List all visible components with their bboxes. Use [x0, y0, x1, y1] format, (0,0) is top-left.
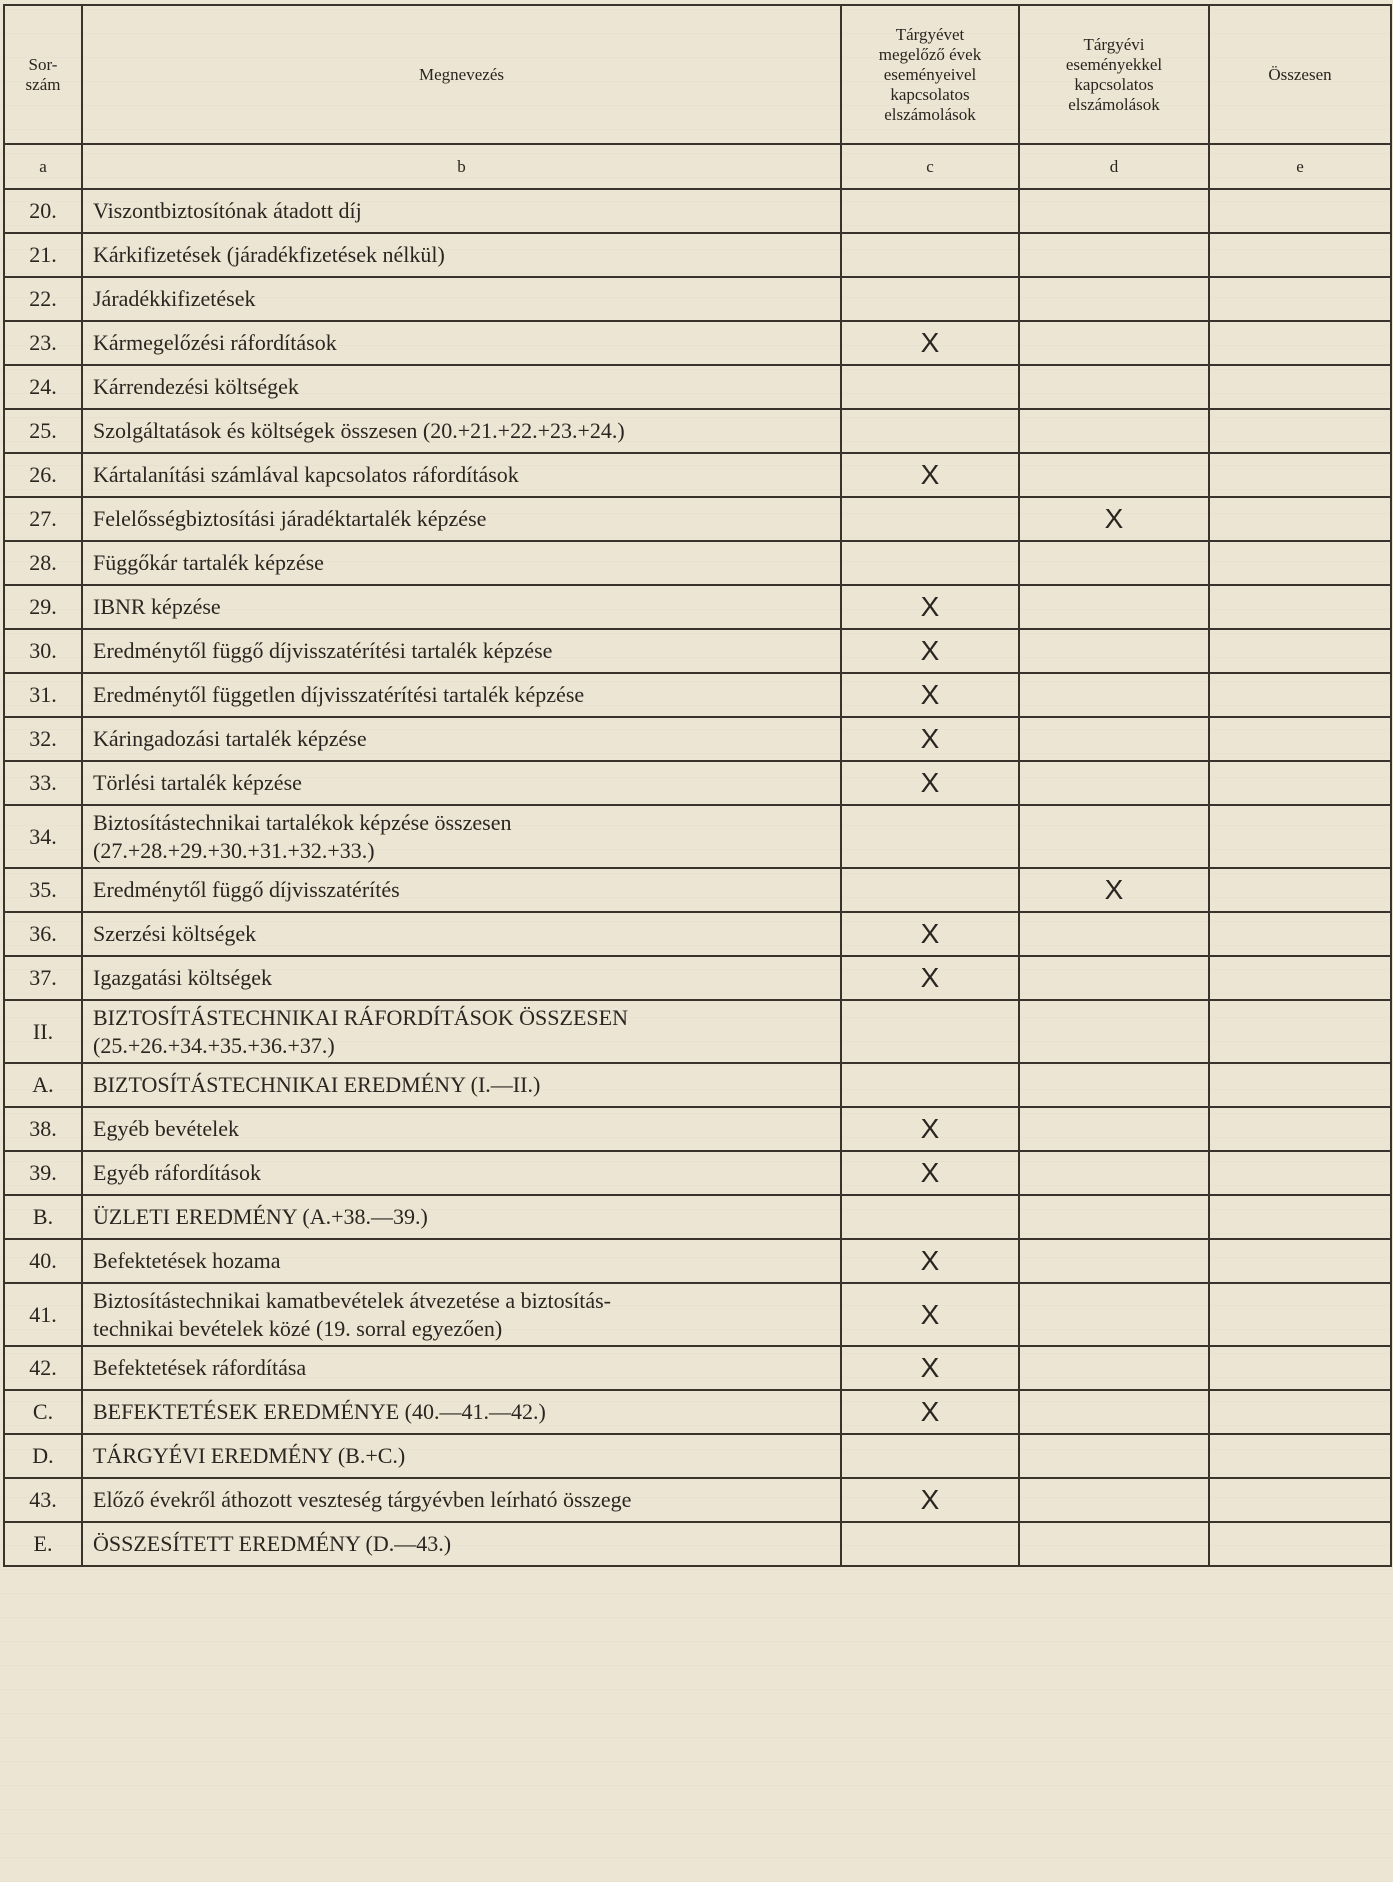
- prior-years-cell: X: [841, 956, 1019, 1000]
- column-letter-a: a: [4, 144, 82, 189]
- prior-years-cell: [841, 1522, 1019, 1566]
- row-number: 38.: [4, 1107, 82, 1151]
- current-year-cell: [1019, 1522, 1209, 1566]
- row-description: ÖSSZESÍTETT EREDMÉNY (D.—43.): [82, 1522, 841, 1566]
- prior-years-cell: X: [841, 717, 1019, 761]
- prior-years-cell: X: [841, 1478, 1019, 1522]
- table-row: [4, 1151, 1391, 1195]
- row-number: 37.: [4, 956, 82, 1000]
- row-number: 30.: [4, 629, 82, 673]
- table-row: [4, 868, 1391, 912]
- total-cell: [1209, 409, 1391, 453]
- table-row: [4, 1000, 1391, 1063]
- row-number: 42.: [4, 1346, 82, 1390]
- current-year-cell: [1019, 1000, 1209, 1063]
- column-letter-d: d: [1019, 144, 1209, 189]
- total-cell: [1209, 497, 1391, 541]
- table-row: [4, 189, 1391, 233]
- row-number: 41.: [4, 1283, 82, 1346]
- row-description: Felelősségbiztosítási járadéktartalék képzése: [82, 497, 841, 541]
- total-cell: [1209, 189, 1391, 233]
- prior-years-cell: [841, 497, 1019, 541]
- row-number: 39.: [4, 1151, 82, 1195]
- row-description: Előző évekről áthozott veszteség tárgyévben leírható összege: [82, 1478, 841, 1522]
- total-cell: [1209, 277, 1391, 321]
- total-cell: [1209, 1000, 1391, 1063]
- total-cell: [1209, 233, 1391, 277]
- total-cell: [1209, 868, 1391, 912]
- prior-years-cell: [841, 365, 1019, 409]
- current-year-cell: [1019, 1434, 1209, 1478]
- table-row: [4, 409, 1391, 453]
- row-description: Járadékkifizetések: [82, 277, 841, 321]
- current-year-cell: [1019, 717, 1209, 761]
- prior-years-cell: [841, 1063, 1019, 1107]
- table-row: [4, 1478, 1391, 1522]
- prior-years-cell: X: [841, 1283, 1019, 1346]
- current-year-cell: [1019, 409, 1209, 453]
- row-number: 32.: [4, 717, 82, 761]
- current-year-cell: [1019, 1195, 1209, 1239]
- prior-years-cell: [841, 409, 1019, 453]
- prior-years-cell: X: [841, 912, 1019, 956]
- current-year-cell: [1019, 365, 1209, 409]
- row-description: ÜZLETI EREDMÉNY (A.+38.—39.): [82, 1195, 841, 1239]
- current-year-cell: [1019, 1107, 1209, 1151]
- total-cell: [1209, 912, 1391, 956]
- row-description: Igazgatási költségek: [82, 956, 841, 1000]
- current-year-cell: [1019, 1239, 1209, 1283]
- table-row: [4, 1434, 1391, 1478]
- total-cell: [1209, 585, 1391, 629]
- row-description: Egyéb bevételek: [82, 1107, 841, 1151]
- row-number: A.: [4, 1063, 82, 1107]
- row-description: IBNR képzése: [82, 585, 841, 629]
- current-year-cell: [1019, 761, 1209, 805]
- row-number: 27.: [4, 497, 82, 541]
- table-row: [4, 321, 1391, 365]
- row-number: D.: [4, 1434, 82, 1478]
- row-description: Kármegelőzési ráfordítások: [82, 321, 841, 365]
- table-row: [4, 1283, 1391, 1346]
- prior-years-cell: [841, 805, 1019, 868]
- row-description: Biztosítástechnikai tartalékok képzése összesen (27.+28.+29.+30.+31.+32.+33.): [82, 805, 841, 868]
- table-row: [4, 541, 1391, 585]
- total-cell: [1209, 541, 1391, 585]
- table-row: [4, 1063, 1391, 1107]
- prior-years-cell: [841, 233, 1019, 277]
- row-number: E.: [4, 1522, 82, 1566]
- table-row: [4, 277, 1391, 321]
- total-cell: [1209, 805, 1391, 868]
- total-cell: [1209, 956, 1391, 1000]
- row-number: 21.: [4, 233, 82, 277]
- table-row: [4, 1346, 1391, 1390]
- total-cell: [1209, 1195, 1391, 1239]
- total-cell: [1209, 717, 1391, 761]
- table-row: [4, 1239, 1391, 1283]
- prior-years-cell: X: [841, 1346, 1019, 1390]
- current-year-cell: [1019, 585, 1209, 629]
- table-row: [4, 912, 1391, 956]
- row-number: 34.: [4, 805, 82, 868]
- row-description: Kárrendezési költségek: [82, 365, 841, 409]
- table-row: [4, 1107, 1391, 1151]
- table-row: [4, 453, 1391, 497]
- header-prior-years: Tárgyévet megelőző évek eseményeivel kapcsolatos elszámolások: [841, 5, 1019, 144]
- prior-years-cell: X: [841, 585, 1019, 629]
- row-description: Biztosítástechnikai kamatbevételek átvezetése a biztosítás- technikai bevételek közé (19. sorral egyezően): [82, 1283, 841, 1346]
- row-number: 36.: [4, 912, 82, 956]
- current-year-cell: [1019, 233, 1209, 277]
- table-row: [4, 233, 1391, 277]
- row-description: BEFEKTETÉSEK EREDMÉNYE (40.—41.—42.): [82, 1390, 841, 1434]
- accounting-form-table: [3, 4, 1392, 1567]
- row-number: 31.: [4, 673, 82, 717]
- row-description: Befektetések ráfordítása: [82, 1346, 841, 1390]
- prior-years-cell: X: [841, 1390, 1019, 1434]
- current-year-cell: [1019, 1063, 1209, 1107]
- current-year-cell: [1019, 277, 1209, 321]
- row-number: 26.: [4, 453, 82, 497]
- row-number: 40.: [4, 1239, 82, 1283]
- current-year-cell: [1019, 453, 1209, 497]
- row-number: 28.: [4, 541, 82, 585]
- table-row: [4, 717, 1391, 761]
- row-number: 24.: [4, 365, 82, 409]
- prior-years-cell: [841, 277, 1019, 321]
- total-cell: [1209, 1107, 1391, 1151]
- prior-years-cell: X: [841, 1107, 1019, 1151]
- current-year-cell: [1019, 1390, 1209, 1434]
- total-cell: [1209, 1346, 1391, 1390]
- row-description: BIZTOSÍTÁSTECHNIKAI RÁFORDÍTÁSOK ÖSSZESEN (25.+26.+34.+35.+36.+37.): [82, 1000, 841, 1063]
- header-current-year: Tárgyévi eseményekkel kapcsolatos elszámolások: [1019, 5, 1209, 144]
- row-number: 22.: [4, 277, 82, 321]
- prior-years-cell: X: [841, 629, 1019, 673]
- current-year-cell: [1019, 673, 1209, 717]
- table-row: [4, 585, 1391, 629]
- row-description: Viszontbiztosítónak átadott díj: [82, 189, 841, 233]
- current-year-cell: [1019, 1478, 1209, 1522]
- current-year-cell: [1019, 541, 1209, 585]
- row-description: Eredménytől független díjvisszatérítési tartalék képzése: [82, 673, 841, 717]
- row-description: Szolgáltatások és költségek összesen (20.+21.+22.+23.+24.): [82, 409, 841, 453]
- row-number: 33.: [4, 761, 82, 805]
- total-cell: [1209, 761, 1391, 805]
- table-row: [4, 805, 1391, 868]
- row-number: B.: [4, 1195, 82, 1239]
- current-year-cell: [1019, 189, 1209, 233]
- row-description: Eredménytől függő díjvisszatérítés: [82, 868, 841, 912]
- row-number: 23.: [4, 321, 82, 365]
- row-description: TÁRGYÉVI EREDMÉNY (B.+C.): [82, 1434, 841, 1478]
- prior-years-cell: X: [841, 1239, 1019, 1283]
- row-description: Káringadozási tartalék képzése: [82, 717, 841, 761]
- row-description: Kárkifizetések (járadékfizetések nélkül): [82, 233, 841, 277]
- total-cell: [1209, 1239, 1391, 1283]
- total-cell: [1209, 1434, 1391, 1478]
- row-number: 20.: [4, 189, 82, 233]
- table-row: [4, 673, 1391, 717]
- current-year-cell: [1019, 1151, 1209, 1195]
- table-row: [4, 365, 1391, 409]
- column-letter-b: b: [82, 144, 841, 189]
- current-year-cell: X: [1019, 868, 1209, 912]
- header-total: Összesen: [1209, 5, 1391, 144]
- prior-years-cell: X: [841, 1151, 1019, 1195]
- total-cell: [1209, 365, 1391, 409]
- table-row: [4, 1522, 1391, 1566]
- total-cell: [1209, 1151, 1391, 1195]
- prior-years-cell: X: [841, 453, 1019, 497]
- total-cell: [1209, 1390, 1391, 1434]
- current-year-cell: [1019, 629, 1209, 673]
- current-year-cell: [1019, 912, 1209, 956]
- total-cell: [1209, 321, 1391, 365]
- table-row: [4, 761, 1391, 805]
- current-year-cell: [1019, 1283, 1209, 1346]
- prior-years-cell: [841, 1000, 1019, 1063]
- row-description: Törlési tartalék képzése: [82, 761, 841, 805]
- header-name: Megnevezés: [82, 5, 841, 144]
- current-year-cell: [1019, 956, 1209, 1000]
- column-letter-c: c: [841, 144, 1019, 189]
- current-year-cell: X: [1019, 497, 1209, 541]
- row-description: Eredménytől függő díjvisszatérítési tartalék képzése: [82, 629, 841, 673]
- prior-years-cell: X: [841, 761, 1019, 805]
- table-row: [4, 956, 1391, 1000]
- prior-years-cell: [841, 1195, 1019, 1239]
- row-number: 25.: [4, 409, 82, 453]
- row-number: 29.: [4, 585, 82, 629]
- row-number: II.: [4, 1000, 82, 1063]
- row-number: 35.: [4, 868, 82, 912]
- prior-years-cell: [841, 541, 1019, 585]
- column-letter-e: e: [1209, 144, 1391, 189]
- row-description: Szerzési költségek: [82, 912, 841, 956]
- table-row: [4, 629, 1391, 673]
- total-cell: [1209, 1283, 1391, 1346]
- column-letter-row: [4, 144, 1391, 189]
- row-description: BIZTOSÍTÁSTECHNIKAI EREDMÉNY (I.—II.): [82, 1063, 841, 1107]
- total-cell: [1209, 1478, 1391, 1522]
- total-cell: [1209, 1522, 1391, 1566]
- total-cell: [1209, 673, 1391, 717]
- table-row: [4, 497, 1391, 541]
- row-description: Függőkár tartalék képzése: [82, 541, 841, 585]
- header-row: [4, 5, 1391, 144]
- prior-years-cell: [841, 1434, 1019, 1478]
- table-row: [4, 1390, 1391, 1434]
- row-number: 43.: [4, 1478, 82, 1522]
- total-cell: [1209, 629, 1391, 673]
- row-description: Egyéb ráfordítások: [82, 1151, 841, 1195]
- prior-years-cell: [841, 189, 1019, 233]
- prior-years-cell: [841, 868, 1019, 912]
- current-year-cell: [1019, 1346, 1209, 1390]
- row-number: C.: [4, 1390, 82, 1434]
- header-row-number: Sor- szám: [4, 5, 82, 144]
- prior-years-cell: X: [841, 673, 1019, 717]
- total-cell: [1209, 1063, 1391, 1107]
- current-year-cell: [1019, 805, 1209, 868]
- total-cell: [1209, 453, 1391, 497]
- table-row: [4, 1195, 1391, 1239]
- prior-years-cell: X: [841, 321, 1019, 365]
- current-year-cell: [1019, 321, 1209, 365]
- row-description: Befektetések hozama: [82, 1239, 841, 1283]
- row-description: Kártalanítási számlával kapcsolatos ráfordítások: [82, 453, 841, 497]
